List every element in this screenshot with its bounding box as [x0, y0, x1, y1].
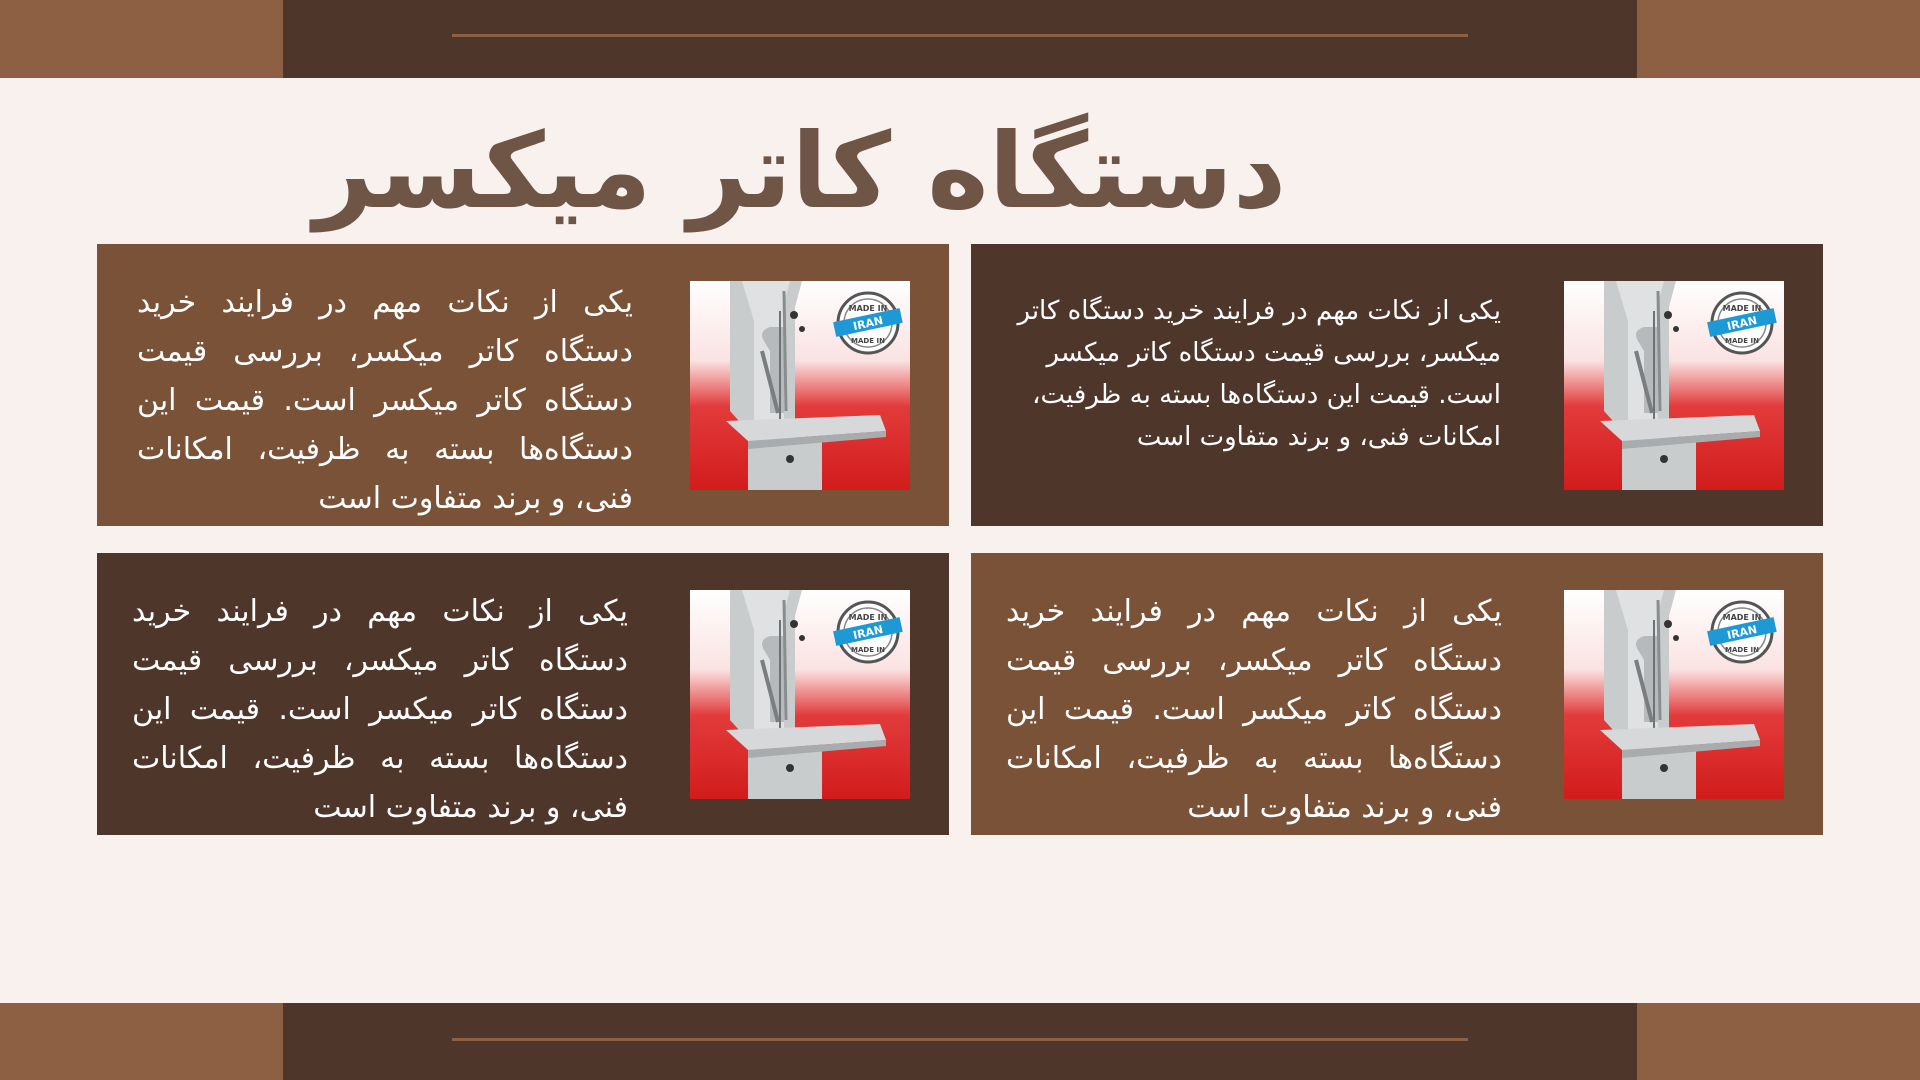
bottom-band-right [1637, 1003, 1920, 1080]
info-card-bottom-right [971, 553, 1823, 835]
svg-text:IRAN: IRAN [1725, 622, 1759, 642]
svg-text:MADE IN: MADE IN [1725, 337, 1759, 345]
top-band-center [283, 0, 1637, 78]
band-saw-illustration [1564, 590, 1784, 799]
card-text: یکی از نکات مهم در فرایند خرید دستگاه کاتر میکسر، بررسی قیمت دستگاه کاتر میکسر است. قیمت این دستگاه‌ها بسته به ظرفیت، امکانات فنی، و برند متفاوت است [132, 594, 628, 825]
info-card-top-left [97, 244, 949, 526]
svg-text:MADE IN: MADE IN [848, 304, 888, 313]
svg-text:MADE IN: MADE IN [851, 337, 885, 345]
bottom-band-left [0, 1003, 283, 1080]
svg-text:MADE IN: MADE IN [1725, 646, 1759, 654]
band-saw-illustration [1564, 281, 1784, 490]
band-saw-machine-photo [690, 281, 910, 490]
card-text: یکی از نکات مهم در فرایند خرید دستگاه کاتر میکسر، بررسی قیمت دستگاه کاتر میکسر است. قیمت این دستگاه‌ها بسته به ظرفیت، امکانات فنی، و برند متفاوت است [1006, 594, 1502, 825]
bottom-band-rule [452, 1038, 1468, 1041]
card-text: یکی از نکات مهم در فرایند خرید دستگاه کاتر میکسر، بررسی قیمت دستگاه کاتر میکسر است. قیمت این دستگاه‌ها بسته به ظرفیت، امکانات فنی، و برند متفاوت است [1017, 296, 1501, 452]
band-saw-illustration [690, 281, 910, 490]
bottom-band-center [283, 1003, 1637, 1080]
top-band [0, 0, 1920, 78]
band-saw-illustration [690, 590, 910, 799]
info-card-top-right [971, 244, 1823, 526]
bottom-band [0, 1003, 1920, 1080]
svg-text:IRAN: IRAN [851, 313, 885, 333]
band-saw-machine-photo [1564, 590, 1784, 799]
top-band-rule [452, 34, 1468, 37]
svg-text:IRAN: IRAN [851, 622, 885, 642]
band-saw-machine-photo [1564, 281, 1784, 490]
top-band-right [1637, 0, 1920, 78]
svg-text:MADE IN: MADE IN [1722, 613, 1762, 622]
svg-text:MADE IN: MADE IN [1722, 304, 1762, 313]
info-card-bottom-left [97, 553, 949, 835]
band-saw-machine-photo [690, 590, 910, 799]
svg-text:MADE IN: MADE IN [848, 613, 888, 622]
card-text: یکی از نکات مهم در فرایند خرید دستگاه کاتر میکسر، بررسی قیمت دستگاه کاتر میکسر است. قیمت این دستگاه‌ها بسته به ظرفیت، امکانات فنی، و برند متفاوت است [137, 285, 633, 516]
top-band-left [0, 0, 283, 78]
svg-text:IRAN: IRAN [1725, 313, 1759, 333]
svg-text:MADE IN: MADE IN [851, 646, 885, 654]
page-title: دستگاه کاتر میکسر [313, 110, 1287, 232]
